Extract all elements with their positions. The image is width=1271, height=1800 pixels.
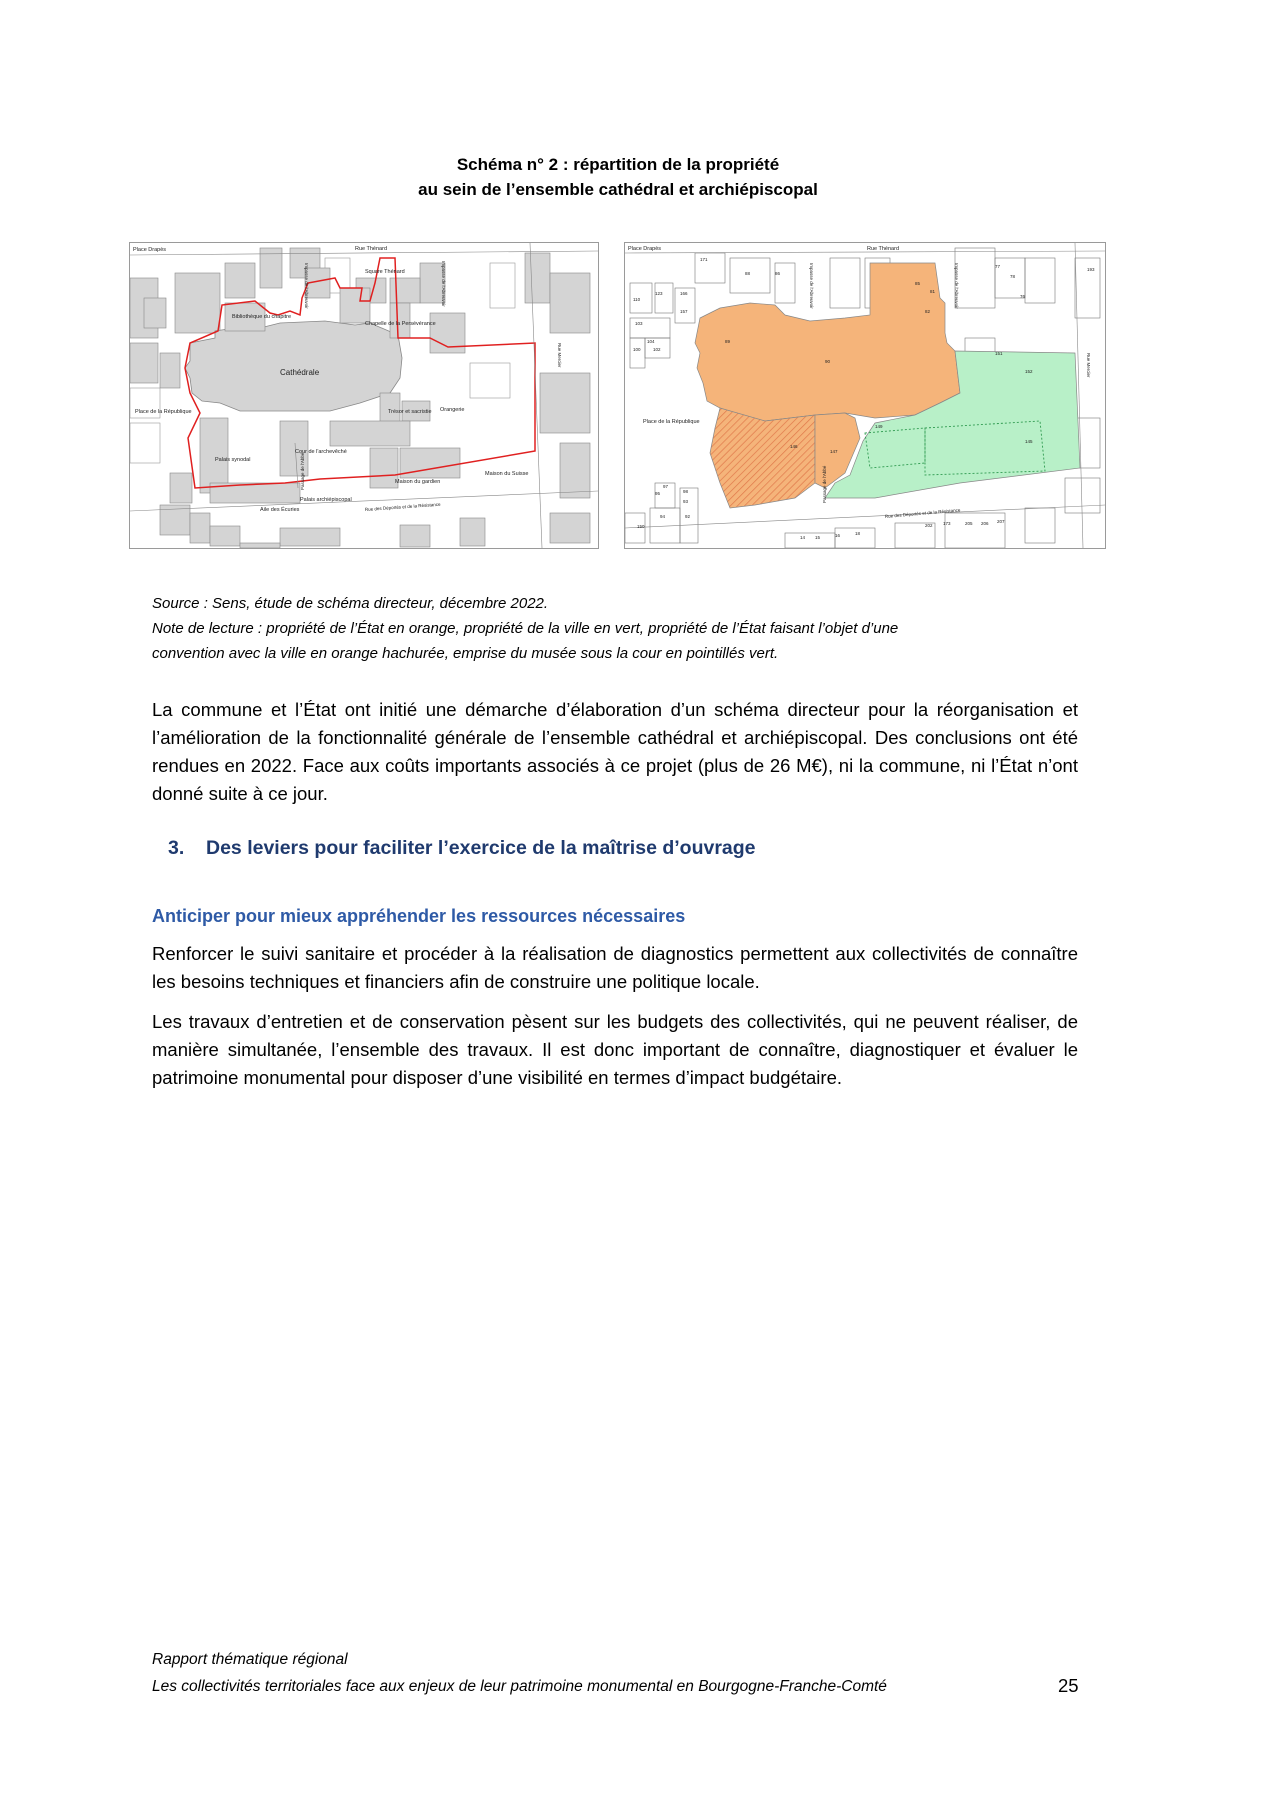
parcel-number: 110	[633, 297, 641, 302]
right-label-rue-mercier: Rue Mercier	[1086, 353, 1091, 378]
left-label-bibliotheque: Bibliothèque du chapitre	[232, 314, 292, 320]
left-label-palais-synodal: Palais synodal	[215, 457, 251, 463]
paragraph-travaux-entretien: Les travaux d’entretien et de conservation pèsent sur les budgets des collectivités, qui ne peuvent réaliser, de manière simultanée, l’ensemble des travaux. Il est donc important de connaître, diagnostiquer et évaluer le patrimoine monumental pour disposer d’une visibilité en termes d’impact budgétaire.	[152, 1011, 1078, 1088]
left-label-chapelle: Chapelle de la Persévérance	[365, 321, 436, 327]
footer	[152, 1646, 887, 1700]
left-label-rue-deportes: Rue des Déportés et de la Résistance	[364, 501, 441, 512]
right-label-rue-thenard: Rue Thénard	[867, 246, 900, 252]
parcel-number: 90	[825, 359, 831, 364]
left-map-drawing	[130, 243, 598, 548]
footer-line1: Rapport thématique régional	[152, 1651, 348, 1668]
parcel-number: 150	[637, 524, 645, 529]
parcel-number: 14	[800, 535, 806, 540]
parcel-number: 15	[815, 535, 821, 540]
parcel-number: 157	[680, 309, 688, 314]
right-label-rue-deportes: Rue des Déportés et de la Résistance	[884, 507, 961, 519]
footer-line2: Les collectivités territoriales face aux enjeux de leur patrimoine monumental en Bourgogne-Franche-Comté	[152, 1678, 887, 1695]
figure-source: Source : Sens, étude de schéma directeur, décembre 2022.	[152, 595, 549, 612]
parcel-number: 98	[683, 489, 689, 494]
parcel-number: 202	[925, 523, 933, 528]
parcel-number: 88	[745, 271, 751, 276]
parcel-number: 173	[943, 521, 951, 526]
parcel-number: 103	[635, 321, 643, 326]
left-label-palais-archi: Palais archiépiscopal	[300, 497, 352, 503]
parcel-number: 97	[663, 484, 669, 489]
left-label-passage: Passage de l'Abbé	[300, 452, 305, 490]
parcel-number: 18	[855, 531, 861, 536]
parcel-number: 86	[775, 271, 781, 276]
parcel-number: 145	[1025, 439, 1033, 444]
parcel-number: 16	[835, 533, 841, 538]
paragraph-suivi-sanitaire: Renforcer le suivi sanitaire et procéder à la réalisation de diagnostics permettent aux collectivités de connaître les besoins techniques et financiers afin de construire une politique locale.	[152, 943, 1078, 992]
page-number: 25	[1058, 1675, 1079, 1696]
parcel-number: 151	[995, 351, 1003, 356]
parcel-number: 77	[995, 264, 1001, 269]
parcel-number: 89	[725, 339, 731, 344]
parcel-number: 205	[965, 521, 973, 526]
left-label-impasse: Impasse de l’Abreuvoir	[304, 263, 309, 309]
subsection-heading: Anticiper pour mieux appréhender les ressources nécessaires	[152, 906, 686, 926]
parcel-number: 92	[685, 514, 691, 519]
figure-note-line1: Note de lecture : propriété de l’État en orange, propriété de la ville en vert, propriété de l’État faisant l’objet d’une	[152, 620, 899, 637]
left-label-maison-suisse: Maison du Suisse	[485, 471, 529, 477]
figure-note-line2: convention avec la ville en orange hachurée, emprise du musée sous la cour en pointillés vert.	[152, 645, 779, 662]
left-label-maison-gardien: Maison du gardien	[395, 479, 441, 485]
left-label-rue-mercier: Rue Mercier	[557, 343, 562, 368]
right-label-place-drapes: Place Drapès	[628, 246, 662, 252]
parcel-number: 82	[925, 309, 931, 314]
left-label-rue-thenard: Rue Thénard	[355, 246, 388, 252]
section-heading	[168, 834, 756, 862]
parcel-number: 166	[680, 291, 688, 296]
right-label-impasse: Impasse de l’Abreuvoir	[809, 263, 814, 309]
figure-title	[0, 152, 1236, 202]
parcel-number: 149	[875, 424, 883, 429]
section-title: Des leviers pour faciliter l’exercice de la maîtrise d’ouvrage	[206, 837, 756, 859]
parcel-number: 102	[653, 347, 661, 352]
right-label-passage: Passage de l'Abbé	[822, 465, 827, 503]
parcel-number: 123	[655, 291, 663, 296]
right-label-place-republique: Place de la République	[643, 419, 700, 425]
parcel-number: 94	[660, 514, 666, 519]
left-label-tresor: Trésor et sacristie	[388, 409, 432, 415]
parcel-number: 95	[655, 491, 661, 496]
left-label-place-drapes: Place Drapès	[133, 247, 167, 253]
right-label-impasse-2: Impasse de l’Abreuvoir	[954, 263, 959, 309]
parcel-number: 93	[683, 499, 689, 504]
parcel-number: 193	[1087, 267, 1095, 272]
parcel-number: 100	[633, 347, 641, 352]
parcel-number: 152	[1025, 369, 1033, 374]
parcel-number: 171	[700, 257, 708, 262]
left-label-cour: Cour de l'archevêché	[295, 449, 347, 455]
figure-notes	[152, 591, 1082, 666]
parcel-number: 81	[930, 289, 936, 294]
left-map	[129, 242, 599, 549]
parcel-number: 147	[830, 449, 838, 454]
parcel-number: 78	[1010, 274, 1016, 279]
figure-title-line2: au sein de l’ensemble cathédral et archiépiscopal	[418, 180, 818, 199]
paragraph-schema-directeur: La commune et l’État ont initié une démarche d’élaboration d’un schéma directeur pour la réorganisation et l’amélioration de la fonctionnalité générale de l’ensemble cathédral et archiépiscopal. Des conclusions ont été rendues en 2022. Face aux coûts importants associés à ce projet (plus de 26 M€), ni la commune, ni l’État n’ont donné suite à ce jour.	[152, 699, 1078, 804]
right-map-drawing	[625, 243, 1105, 548]
parcel-number: 206	[981, 521, 989, 526]
parcel-number: 76	[1020, 294, 1026, 299]
left-label-impasse-2: Impasse de l’Abreuvoir	[441, 261, 446, 307]
parcel-number: 104	[647, 339, 655, 344]
left-label-orangerie: Orangerie	[440, 407, 465, 413]
figure-title-line1: Schéma n° 2 : répartition de la propriété	[456, 155, 780, 174]
section-number: 3.	[168, 837, 185, 859]
left-label-place-republique: Place de la République	[135, 409, 192, 415]
parcel-number: 207	[997, 519, 1005, 524]
left-label-aile-ecuries: Aile des Écuries	[260, 507, 300, 513]
parcel-number: 146	[790, 444, 798, 449]
right-map	[624, 242, 1106, 549]
left-label-cathedrale: Cathédrale	[280, 368, 320, 377]
left-label-square-thenard: Square Thénard	[365, 269, 405, 275]
parcel-number: 85	[915, 281, 921, 286]
